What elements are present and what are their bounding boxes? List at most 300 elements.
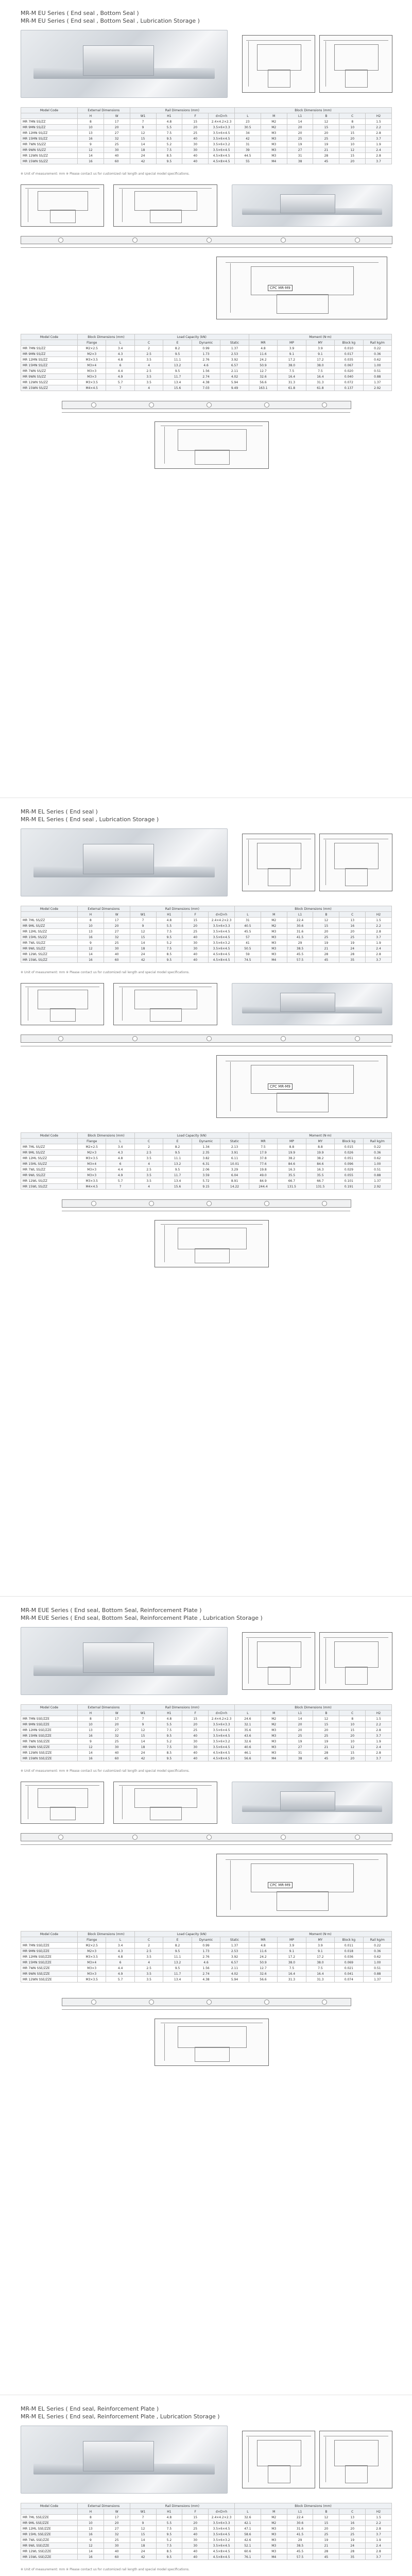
value-cell: 3.5×6×3.2 xyxy=(209,940,235,946)
value-cell: 25 xyxy=(182,130,209,136)
value-cell: 2.8 xyxy=(366,1727,392,1733)
value-cell: 14 xyxy=(130,1739,156,1744)
spec-table-a-row xyxy=(21,2515,392,2520)
value-cell: 4.38 xyxy=(192,1977,220,1982)
spec-table-b-row xyxy=(21,1971,392,1977)
value-cell: 8 xyxy=(339,1716,366,1722)
spec-table-a-group-header: External Dimensions xyxy=(78,2503,130,2509)
rail-mount-hole xyxy=(132,1036,138,1041)
value-cell: 1.37 xyxy=(220,346,249,351)
value-cell: 11.1 xyxy=(163,1954,192,1960)
cad-detail-top xyxy=(113,184,217,227)
value-cell: 15 xyxy=(339,1727,366,1733)
block-image xyxy=(83,1642,154,1673)
value-cell: 3.5×6×4.5 xyxy=(209,1733,235,1739)
value-cell: 38.0 xyxy=(306,363,334,368)
rail-outline xyxy=(195,450,230,465)
profile-outline xyxy=(257,2440,301,2467)
value-cell: 23 xyxy=(235,119,261,125)
spec-table-a-group-header: External Dimensions xyxy=(78,1705,130,1710)
value-cell: M2×2.5 xyxy=(78,1144,106,1150)
value-cell: 9.5 xyxy=(156,2532,182,2537)
value-cell: 9.5 xyxy=(156,957,182,963)
value-cell: 15 xyxy=(313,923,339,929)
value-cell: 4 xyxy=(134,363,163,368)
value-cell: 16 xyxy=(78,957,104,963)
value-cell: 38.5 xyxy=(287,946,313,952)
model-code-cell: MR 9MN SSE/ZZE xyxy=(21,1948,78,1954)
value-cell: 6 xyxy=(106,1161,134,1167)
value-cell: 25 xyxy=(104,142,130,147)
value-cell: 42 xyxy=(235,136,261,142)
spec-table-b-column-header: L xyxy=(106,1937,134,1943)
value-cell: 9.1 xyxy=(306,351,334,357)
block-photo xyxy=(232,983,392,1025)
value-cell: 3.5×6×4.5 xyxy=(209,1744,235,1750)
value-cell: 25 xyxy=(313,1733,339,1739)
value-cell: 60 xyxy=(104,159,130,164)
value-cell: 0.040 xyxy=(335,374,363,380)
spec-table-a-column-header: C xyxy=(339,2509,366,2515)
value-cell: 5.2 xyxy=(156,142,182,147)
spec-table-b-column-header: Rail kg/m xyxy=(363,1937,392,1943)
rail-drawing-bottom xyxy=(62,401,351,409)
rail-mount-hole xyxy=(207,238,212,243)
value-cell: 4 xyxy=(134,1184,163,1190)
value-cell: 15 xyxy=(182,2515,209,2520)
section-title: MR-M EL Series ( End seal, Reinforcement Plate ) xyxy=(21,2405,159,2412)
value-cell: 1.00 xyxy=(363,1161,392,1167)
rail-mount-hole xyxy=(207,1999,212,2005)
model-stamp: CPC MR-M9 xyxy=(268,1882,293,1888)
cad-bottom-view xyxy=(154,1220,269,1267)
value-cell: 24 xyxy=(130,2549,156,2554)
value-cell: 0.22 xyxy=(363,346,392,351)
value-cell: 31 xyxy=(287,153,313,159)
value-cell: 40 xyxy=(182,2549,209,2554)
rail-mount-hole xyxy=(207,1036,212,1041)
value-cell: 4 xyxy=(134,385,163,391)
spec-table-a-row xyxy=(21,1756,392,1761)
profile-outline xyxy=(334,843,379,870)
value-cell: 25 xyxy=(104,1739,130,1744)
value-cell: 10 xyxy=(78,125,104,130)
spec-table-a-row xyxy=(21,159,392,164)
value-cell: 5.2 xyxy=(156,1739,182,1744)
value-cell: 32.6 xyxy=(249,374,277,380)
value-cell: 15 xyxy=(313,2520,339,2526)
value-cell: 7.5 xyxy=(156,2526,182,2532)
value-cell: 8.2 xyxy=(163,1144,192,1150)
value-cell: 0.096 xyxy=(335,1161,363,1167)
value-cell: M3 xyxy=(261,2537,287,2543)
spec-table-b-group-header: Moment (N·m) xyxy=(249,1931,391,1937)
product-photo xyxy=(21,2426,228,2494)
value-cell: 56.6 xyxy=(235,1756,261,1761)
value-cell: 4.8 xyxy=(156,918,182,923)
value-cell: 15 xyxy=(313,1722,339,1727)
spec-table-a-row xyxy=(21,147,392,153)
value-cell: 14 xyxy=(130,142,156,147)
value-cell: 8.8 xyxy=(278,1144,306,1150)
section-title: MR-M EUE Series ( End seal, Bottom Seal, Reinforcement Plate , Lubrication Storage ) xyxy=(21,1615,263,1621)
value-cell: 16.4 xyxy=(278,374,306,380)
value-cell: M3×3 xyxy=(78,374,106,380)
spec-table-a-column-header: L1 xyxy=(287,912,313,918)
value-cell: 3.5×6×4.5 xyxy=(209,946,235,952)
spec-table-a xyxy=(21,1704,391,1761)
value-cell: 12 xyxy=(339,1744,366,1750)
value-cell: 40 xyxy=(182,1733,209,1739)
value-cell: 60.6 xyxy=(235,2549,261,2554)
value-cell: 4.5×8×4.5 xyxy=(209,2554,235,2560)
value-cell: 3.29 xyxy=(220,1167,249,1173)
value-cell: 7 xyxy=(130,119,156,125)
value-cell: 25 xyxy=(313,2532,339,2537)
spec-table-b-column-header: L xyxy=(106,1139,134,1144)
value-cell: 40 xyxy=(182,2554,209,2560)
value-cell: 38 xyxy=(287,1756,313,1761)
spec-table-b-group-header: Block Dimensions (mm) xyxy=(78,334,135,340)
model-code-cell: MR 12ML SS/ZZ xyxy=(21,1156,78,1161)
value-cell: 9.5 xyxy=(156,136,182,142)
cad-end-view xyxy=(242,35,315,93)
value-cell: 18 xyxy=(130,946,156,952)
spec-table-a-column-header: M xyxy=(261,912,287,918)
value-cell: 2.5 xyxy=(134,368,163,374)
value-cell: M4×4.5 xyxy=(78,1184,106,1190)
spec-table-b-table xyxy=(21,1132,392,1190)
value-cell: 7.03 xyxy=(192,385,220,391)
value-cell: 6 xyxy=(106,363,134,368)
value-cell: 40 xyxy=(182,952,209,957)
value-cell: 12 xyxy=(339,147,366,153)
value-cell: 42 xyxy=(130,159,156,164)
value-cell: 3.5×6×3.3 xyxy=(209,2520,235,2526)
value-cell: 24 xyxy=(130,153,156,159)
section-divider xyxy=(0,1596,412,1597)
value-cell: 40 xyxy=(104,1750,130,1756)
spec-table-b-column-header: Static xyxy=(220,1937,249,1943)
value-cell: 7 xyxy=(130,1716,156,1722)
spec-table-a-column-header: F xyxy=(182,912,209,918)
value-cell: 29 xyxy=(287,2537,313,2543)
value-cell: 38.5 xyxy=(287,2543,313,2549)
value-cell: 2.4 xyxy=(366,147,392,153)
spec-table-b-row xyxy=(21,1173,392,1178)
value-cell: 17.2 xyxy=(278,1954,306,1960)
model-code-cell: MR 12MN SS/ZZ xyxy=(21,357,78,363)
value-cell: 3.5 xyxy=(134,1977,163,1982)
profile-outline xyxy=(251,1065,354,1094)
profile-outline xyxy=(134,191,197,211)
spec-table-a-group-header: Model Code xyxy=(21,108,78,113)
model-code-cell: MR 9WL SS/ZZ xyxy=(21,946,78,952)
spec-table-a-row xyxy=(21,1716,392,1722)
cad-assembly xyxy=(216,1055,387,1118)
spec-table-b-row xyxy=(21,1184,392,1190)
value-cell: 3.5×6×4.5 xyxy=(209,2532,235,2537)
value-cell: 4.5×8×4.5 xyxy=(209,2549,235,2554)
value-cell: 20 xyxy=(182,923,209,929)
value-cell: 61.8 xyxy=(278,385,306,391)
value-cell: 32 xyxy=(104,136,130,142)
value-cell: 11.7 xyxy=(163,1173,192,1178)
rail-outline xyxy=(50,1807,76,1820)
value-cell: M2 xyxy=(261,918,287,923)
block-image xyxy=(83,844,154,874)
value-cell: 9.5 xyxy=(156,2554,182,2560)
value-cell: 20 xyxy=(287,130,313,136)
cad-assembly xyxy=(216,257,387,319)
profile-outline xyxy=(251,266,354,295)
rail-outline xyxy=(268,70,290,88)
value-cell: 15 xyxy=(182,918,209,923)
value-cell: 10 xyxy=(339,1739,366,1744)
spec-table-a-row xyxy=(21,957,392,963)
value-cell: 0.074 xyxy=(335,1977,363,1982)
spec-table-b-group-header-row xyxy=(21,334,392,340)
value-cell: 1.9 xyxy=(366,1739,392,1744)
value-cell: 77.6 xyxy=(249,1161,277,1167)
value-cell: 13 xyxy=(339,918,366,923)
spec-table-a-column-header: d×D×h xyxy=(209,113,235,119)
value-cell: 2.5 xyxy=(134,1150,163,1156)
value-cell: 5.5 xyxy=(156,923,182,929)
value-cell: 0.010 xyxy=(335,346,363,351)
value-cell: 1.37 xyxy=(363,1977,392,1982)
value-cell: 19.9 xyxy=(306,1150,334,1156)
spec-table-b-row xyxy=(21,1960,392,1965)
spec-table-b-row xyxy=(21,1965,392,1971)
spec-table-b-column-header: Block kg xyxy=(335,1139,363,1144)
spec-table-b-group-header: Model Code xyxy=(21,1133,78,1139)
spec-table-a-row xyxy=(21,1733,392,1739)
spec-table-a-column-header: B xyxy=(313,1710,339,1716)
dimension-line xyxy=(246,40,311,41)
rail-mount-hole xyxy=(91,1999,96,2005)
value-cell: 20 xyxy=(182,125,209,130)
value-cell: 27 xyxy=(104,1727,130,1733)
block-photo xyxy=(232,1782,392,1824)
value-cell: 38.2 xyxy=(306,1156,334,1161)
value-cell: 4.8 xyxy=(106,1954,134,1960)
value-cell: M2 xyxy=(261,1716,287,1722)
spec-table-b-column-header xyxy=(21,1139,78,1144)
spec-table-b-row xyxy=(21,380,392,385)
value-cell: 20 xyxy=(313,929,339,935)
profile-outline xyxy=(178,2026,247,2048)
model-code-cell: MR 7WL SS/ZZ xyxy=(21,940,78,946)
spec-table-b xyxy=(21,334,391,391)
value-cell: 60 xyxy=(104,2554,130,2560)
table-note: ※ Unit of measurement: mm ※ Please contact us for customized rail length and special model specifications. xyxy=(21,1769,190,1773)
value-cell: 15 xyxy=(130,2532,156,2537)
value-cell: 24.6 xyxy=(235,1716,261,1722)
value-cell: 0.015 xyxy=(335,1144,363,1150)
value-cell: 16 xyxy=(78,2532,104,2537)
value-cell: 3.5×6×3.2 xyxy=(209,2537,235,2543)
spec-table-b-group-header: Moment (N·m) xyxy=(249,1133,391,1139)
value-cell: 10 xyxy=(78,923,104,929)
rail-drawing xyxy=(21,1833,392,1841)
value-cell: 19.8 xyxy=(249,1167,277,1173)
value-cell: 20 xyxy=(287,125,313,130)
value-cell: 0.99 xyxy=(192,1943,220,1948)
value-cell: 11.1 xyxy=(163,1156,192,1161)
model-code-cell: MR 12WL SS/ZZ xyxy=(21,1178,78,1184)
value-cell: 35 xyxy=(339,2554,366,2560)
rail-outline xyxy=(277,294,329,314)
rail-outline xyxy=(150,1008,182,1022)
value-cell: 1.9 xyxy=(366,2537,392,2543)
value-cell: 1.5 xyxy=(366,918,392,923)
spec-table-a-column-header: L xyxy=(235,113,261,119)
value-cell: 0.069 xyxy=(335,1960,363,1965)
value-cell: 25 xyxy=(313,136,339,142)
profile-outline xyxy=(257,1641,301,1668)
value-cell: 9 xyxy=(78,940,104,946)
value-cell: 19.9 xyxy=(278,1150,306,1156)
value-cell: 14 xyxy=(287,119,313,125)
value-cell: 25 xyxy=(182,1727,209,1733)
value-cell: 40 xyxy=(182,136,209,142)
value-cell: 27 xyxy=(287,147,313,153)
value-cell: 30 xyxy=(182,1744,209,1750)
value-cell: 31 xyxy=(235,918,261,923)
value-cell: 2.06 xyxy=(192,1167,220,1173)
value-cell: 16 xyxy=(78,159,104,164)
spec-table-a-column-header: M xyxy=(261,1710,287,1716)
cad-detail-front xyxy=(21,1782,104,1824)
value-cell: 7 xyxy=(106,385,134,391)
value-cell: 3.5×6×4.5 xyxy=(209,935,235,940)
value-cell: 30 xyxy=(182,2537,209,2543)
value-cell: 12 xyxy=(130,1727,156,1733)
value-cell: 22.4 xyxy=(287,918,313,923)
value-cell: 17 xyxy=(104,119,130,125)
value-cell: 3.5×6×3.2 xyxy=(209,142,235,147)
value-cell: 31 xyxy=(287,1750,313,1756)
value-cell: 12 xyxy=(130,130,156,136)
value-cell: 18 xyxy=(130,1744,156,1750)
section-s2 xyxy=(0,804,412,1602)
spec-table-a-column-header: F xyxy=(182,2509,209,2515)
value-cell: 20 xyxy=(182,2520,209,2526)
value-cell: 25 xyxy=(104,940,130,946)
value-cell: 2.76 xyxy=(192,357,220,363)
value-cell: M3 xyxy=(261,1744,287,1750)
value-cell: 3.5×6×3.3 xyxy=(209,1722,235,1727)
rail-outline xyxy=(195,2047,230,2062)
value-cell: 42 xyxy=(130,1756,156,1761)
spec-table-a-column-header: W xyxy=(104,1710,130,1716)
value-cell: M3 xyxy=(261,1750,287,1756)
spec-table-b-row xyxy=(21,1144,392,1150)
spec-table-a-column-header: H xyxy=(78,1710,104,1716)
spec-table-a-row xyxy=(21,125,392,130)
value-cell: 5.7 xyxy=(106,380,134,385)
value-cell: M4 xyxy=(261,1756,287,1761)
dimension-line xyxy=(122,189,123,222)
value-cell: 3.7 xyxy=(366,935,392,940)
spec-table-a-group-header-row xyxy=(21,108,392,113)
value-cell: 12 xyxy=(78,2543,104,2549)
value-cell: M3×4 xyxy=(78,1960,106,1965)
spec-table-a-group-header: Rail Dimensions (mm) xyxy=(130,906,234,912)
value-cell: M2×2.5 xyxy=(78,1943,106,1948)
value-cell: 16.4 xyxy=(306,1971,334,1977)
value-cell: 28 xyxy=(313,2549,339,2554)
section-s1 xyxy=(0,5,412,804)
value-cell: 2.53 xyxy=(220,351,249,357)
value-cell: 27 xyxy=(104,130,130,136)
value-cell: 0.51 xyxy=(363,1965,392,1971)
spec-table-a-row xyxy=(21,1722,392,1727)
dimension-line xyxy=(62,412,350,413)
value-cell: 20 xyxy=(313,130,339,136)
value-cell: 9 xyxy=(78,1739,104,1744)
spec-table-a-column-header: H1 xyxy=(156,1710,182,1716)
spec-table-a-column-header: M xyxy=(261,113,287,119)
value-cell: 30 xyxy=(104,1744,130,1750)
value-cell: 4.4 xyxy=(106,1167,134,1173)
spec-table-b-column-header: Flange xyxy=(78,340,106,346)
spec-table-a-group-header: Block Dimensions (mm) xyxy=(235,108,392,113)
value-cell: 61.8 xyxy=(306,385,334,391)
value-cell: M2×3 xyxy=(78,1948,106,1954)
value-cell: 8.91 xyxy=(220,1178,249,1184)
rail-outline xyxy=(195,1248,230,1263)
value-cell: 40 xyxy=(182,159,209,164)
dimension-line xyxy=(226,262,379,263)
spec-table-b-column-header: Rail kg/m xyxy=(363,340,392,346)
spec-table-a-row xyxy=(21,2520,392,2526)
value-cell: 2.5 xyxy=(134,1948,163,1954)
value-cell: 5.5 xyxy=(156,2520,182,2526)
value-cell: 24 xyxy=(130,952,156,957)
value-cell: 6.57 xyxy=(220,1960,249,1965)
spec-table-b-header-row xyxy=(21,1139,392,1144)
model-code-cell: MR 9WN SSE/ZZE xyxy=(21,1744,78,1750)
value-cell: 25 xyxy=(104,2537,130,2543)
value-cell: 14 xyxy=(130,940,156,946)
value-cell: 44.5 xyxy=(235,153,261,159)
value-cell: 3.7 xyxy=(366,2554,392,2560)
spec-table-b-column-header: E xyxy=(163,1937,192,1943)
spec-table-b-column-header: C xyxy=(134,1139,163,1144)
spec-table-a-group-header: Block Dimensions (mm) xyxy=(235,2503,392,2509)
value-cell: 3.5 xyxy=(134,357,163,363)
value-cell: 2.4×4.2×2.3 xyxy=(209,1716,235,1722)
value-cell: 2.35 xyxy=(192,1150,220,1156)
value-cell: 11.1 xyxy=(163,357,192,363)
model-code-cell: MR 7WN SSE/ZZE xyxy=(21,1965,78,1971)
value-cell: 16.4 xyxy=(278,1971,306,1977)
spec-table-a-column-header xyxy=(21,113,78,119)
value-cell: 0.101 xyxy=(335,1178,363,1184)
value-cell: M2 xyxy=(261,923,287,929)
model-code-cell: MR 7WL SS/ZZ xyxy=(21,1167,78,1173)
value-cell: 30.5 xyxy=(235,125,261,130)
value-cell: 0.067 xyxy=(335,363,363,368)
value-cell: 15 xyxy=(130,1733,156,1739)
value-cell: 3.5×6×4.5 xyxy=(209,2543,235,2549)
model-code-cell: MR 9WN SS/ZZ xyxy=(21,147,78,153)
value-cell: 0.36 xyxy=(363,1150,392,1156)
value-cell: M2×3 xyxy=(78,351,106,357)
section-title: MR-M EL Series ( End seal , Lubrication Storage ) xyxy=(21,816,159,823)
